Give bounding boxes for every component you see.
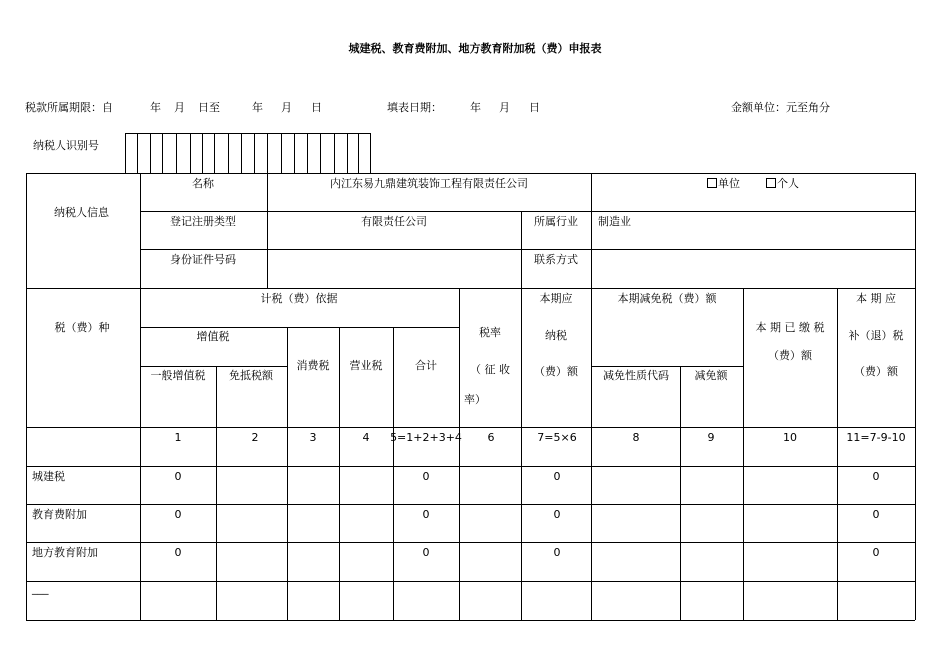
row-name-local-education-surcharge: 地方教育附加 bbox=[32, 546, 98, 559]
id-box-divider bbox=[370, 133, 371, 173]
grid-line bbox=[26, 504, 915, 505]
col-relief-code: 减免性质代码 bbox=[603, 369, 669, 382]
grid-line bbox=[591, 173, 592, 211]
grid-line bbox=[915, 173, 916, 620]
cell-general-vat[interactable]: 0 bbox=[174, 508, 182, 521]
cell-due[interactable]: 0 bbox=[872, 470, 880, 483]
cell-general-vat[interactable]: 0 bbox=[174, 546, 182, 559]
period-label: 税款所属期限：自 bbox=[25, 101, 113, 114]
period-year-to: 年 bbox=[252, 101, 263, 114]
period-day-from: 日至 bbox=[198, 101, 220, 114]
grid-line bbox=[339, 327, 340, 620]
grid-line bbox=[26, 288, 915, 289]
col-number: 3 bbox=[309, 431, 317, 444]
col-number: 5=1+2+3+4 bbox=[390, 431, 462, 444]
cell-payable[interactable]: 0 bbox=[553, 508, 561, 521]
cell-payable[interactable]: 0 bbox=[553, 470, 561, 483]
grid-line bbox=[837, 288, 838, 620]
grid-line bbox=[743, 288, 744, 620]
option-unit[interactable]: 单位 bbox=[707, 177, 740, 190]
grid-line bbox=[591, 288, 592, 620]
period-month-from: 月 bbox=[174, 101, 185, 114]
id-box-divider bbox=[176, 133, 177, 173]
id-box-divider bbox=[281, 133, 282, 173]
fill-year: 年 bbox=[470, 101, 481, 114]
col-due-line2: 补（退）税 bbox=[848, 329, 904, 342]
col-basis: 计税（费）依据 bbox=[260, 292, 338, 305]
grid-line bbox=[521, 288, 522, 620]
col-due-line1: 本 期 应 bbox=[856, 292, 896, 305]
grid-line bbox=[140, 249, 915, 250]
col-number: 1 bbox=[174, 431, 182, 444]
period-month-to: 月 bbox=[281, 101, 292, 114]
fill-date-label: 填表日期： bbox=[387, 101, 442, 114]
id-box-divider bbox=[228, 133, 229, 173]
col-payable-line3: （费）额 bbox=[534, 365, 578, 378]
grid-line bbox=[140, 211, 915, 212]
grid-line bbox=[591, 366, 743, 367]
id-box-divider bbox=[137, 133, 138, 173]
grid-line bbox=[393, 327, 394, 620]
row-name-blank: ___ bbox=[32, 582, 49, 595]
id-box-divider bbox=[294, 133, 295, 173]
col-relief-amount: 减免额 bbox=[694, 369, 728, 382]
col-business: 营业税 bbox=[349, 359, 383, 372]
grid-line bbox=[26, 581, 915, 582]
taxpayer-id-label: 纳税人识别号 bbox=[33, 139, 99, 152]
taxpayer-info-label: 纳税人信息 bbox=[54, 206, 109, 219]
grid-line bbox=[267, 173, 268, 288]
id-box-divider bbox=[334, 133, 335, 173]
col-tax-type: 税（费）种 bbox=[54, 321, 110, 334]
col-number: 11=7-9-10 bbox=[846, 431, 906, 444]
grid-line bbox=[26, 173, 915, 174]
industry-value: 制造业 bbox=[598, 215, 631, 228]
contact-label: 联系方式 bbox=[534, 253, 578, 266]
checkbox-icon[interactable] bbox=[766, 178, 776, 188]
col-due-line3: （费）额 bbox=[854, 365, 898, 378]
col-number: 10 bbox=[783, 431, 797, 444]
id-box-divider bbox=[320, 133, 321, 173]
period-day-to: 日 bbox=[311, 101, 322, 114]
name-label: 名称 bbox=[192, 177, 214, 190]
grid-line bbox=[591, 211, 592, 288]
grid-line bbox=[26, 542, 915, 543]
id-box-divider bbox=[307, 133, 308, 173]
name-value: 内江东易九鼎建筑装饰工程有限责任公司 bbox=[330, 177, 528, 190]
grid-line bbox=[140, 327, 459, 328]
form-title: 城建税、教育费附加、地方教育附加税（费）申报表 bbox=[348, 42, 602, 55]
industry-label: 所属行业 bbox=[534, 215, 578, 228]
col-vat: 增值税 bbox=[196, 330, 230, 343]
cell-payable[interactable]: 0 bbox=[553, 546, 561, 559]
amount-unit: 金额单位：元至角分 bbox=[731, 101, 830, 114]
col-payable-line2: 纳税 bbox=[545, 329, 567, 342]
col-consumption: 消费税 bbox=[296, 359, 330, 372]
id-box-divider bbox=[267, 133, 268, 173]
id-box-divider bbox=[150, 133, 151, 173]
cell-due[interactable]: 0 bbox=[872, 508, 880, 521]
id-no-label: 身份证件号码 bbox=[170, 253, 236, 266]
grid-line bbox=[521, 211, 522, 288]
reg-type-value: 有限责任公司 bbox=[361, 215, 427, 228]
col-rate-line1: 税率 bbox=[479, 326, 501, 339]
grid-line bbox=[26, 173, 27, 620]
grid-line bbox=[26, 466, 915, 467]
cell-total[interactable]: 0 bbox=[422, 470, 430, 483]
col-number: 9 bbox=[707, 431, 715, 444]
col-number: 6 bbox=[487, 431, 495, 444]
option-person[interactable]: 个人 bbox=[766, 177, 799, 190]
col-paid-line2: （费）额 bbox=[768, 349, 812, 362]
checkbox-icon[interactable] bbox=[707, 178, 717, 188]
col-general-vat: 一般增值税 bbox=[150, 369, 206, 382]
grid-line bbox=[459, 288, 460, 620]
col-rate-line2: （ 征 收 bbox=[470, 363, 510, 376]
fill-day: 日 bbox=[529, 101, 540, 114]
col-number: 8 bbox=[632, 431, 640, 444]
grid-line bbox=[26, 620, 915, 621]
id-box-divider bbox=[162, 133, 163, 173]
id-box-divider bbox=[347, 133, 348, 173]
reg-type-label: 登记注册类型 bbox=[170, 215, 236, 228]
id-box-divider bbox=[358, 133, 359, 173]
id-box-divider bbox=[125, 133, 126, 173]
id-box-divider bbox=[190, 133, 191, 173]
col-relief: 本期减免税（费）额 bbox=[617, 292, 717, 305]
col-number: 7=5×6 bbox=[537, 431, 577, 444]
row-name-urban-tax: 城建税 bbox=[32, 470, 65, 483]
col-rate-line3: 率） bbox=[464, 393, 486, 406]
col-paid-line1: 本 期 已 缴 税 bbox=[755, 321, 825, 334]
cell-due[interactable]: 0 bbox=[872, 546, 880, 559]
id-box-divider bbox=[254, 133, 255, 173]
grid-line bbox=[140, 173, 141, 620]
id-box-divider bbox=[202, 133, 203, 173]
id-box-divider bbox=[214, 133, 215, 173]
col-offset-vat: 免抵税额 bbox=[229, 369, 273, 382]
col-total: 合计 bbox=[415, 359, 437, 372]
grid-line bbox=[287, 327, 288, 620]
period-year-from: 年 bbox=[150, 101, 161, 114]
cell-general-vat[interactable]: 0 bbox=[174, 470, 182, 483]
row-name-education-surcharge: 教育费附加 bbox=[32, 508, 87, 521]
fill-month: 月 bbox=[499, 101, 510, 114]
grid-line bbox=[26, 427, 915, 428]
grid-line bbox=[140, 366, 287, 367]
col-payable-line1: 本期应 bbox=[539, 292, 573, 305]
col-number: 4 bbox=[362, 431, 370, 444]
col-number: 2 bbox=[251, 431, 259, 444]
id-box-divider bbox=[241, 133, 242, 173]
cell-total[interactable]: 0 bbox=[422, 546, 430, 559]
cell-total[interactable]: 0 bbox=[422, 508, 430, 521]
